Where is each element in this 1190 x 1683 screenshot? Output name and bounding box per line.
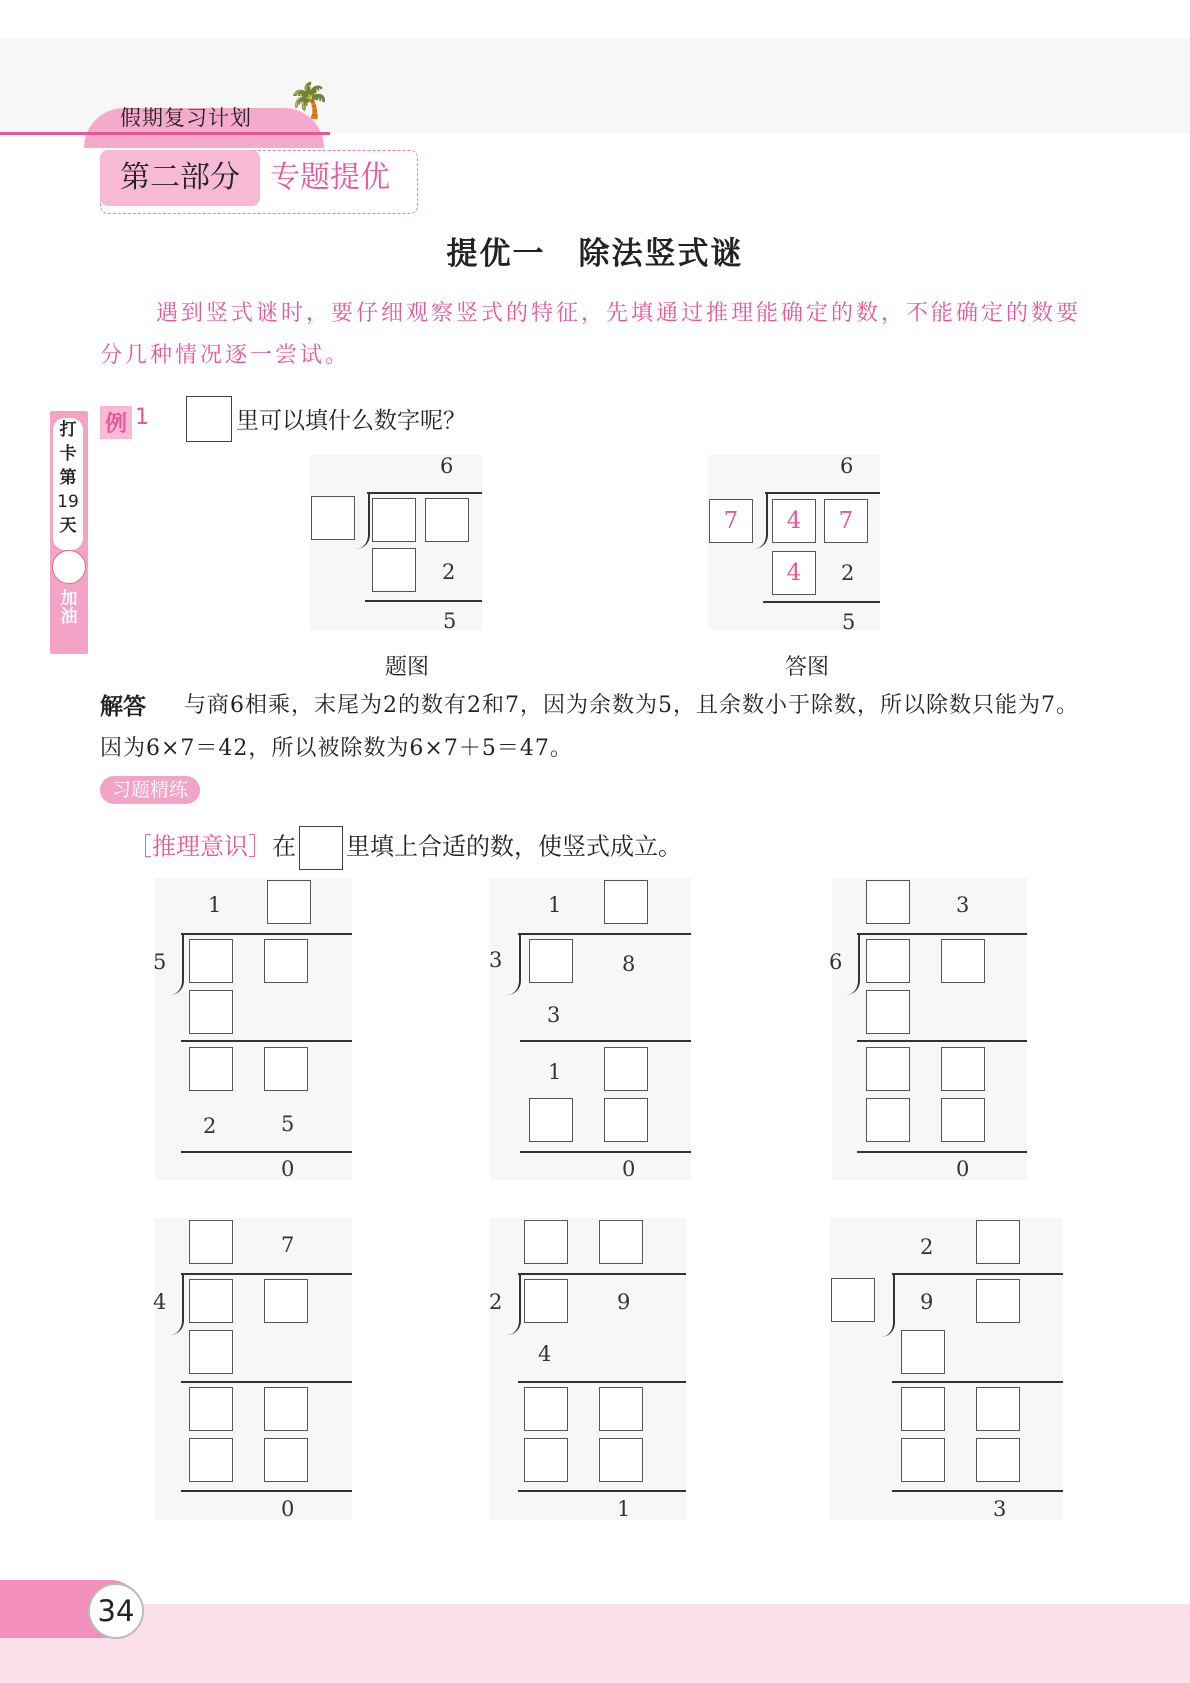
question-figure-caption: 题图 xyxy=(385,655,430,680)
subtraction-line xyxy=(763,601,880,603)
remainder1-ones-blank[interactable] xyxy=(604,1047,648,1091)
product1-blank[interactable] xyxy=(866,990,910,1034)
answer-label: 解答 xyxy=(100,688,146,721)
division-bracket xyxy=(842,935,860,995)
problem-2 xyxy=(490,878,691,1180)
dividend-tens-blank[interactable] xyxy=(189,1279,233,1323)
division-bar xyxy=(518,933,691,935)
quotient-ones-blank[interactable] xyxy=(604,880,648,924)
remainder1-tens-blank[interactable] xyxy=(866,1047,910,1091)
divisor-digit: 5 xyxy=(153,950,167,974)
quotient-ones-digit: 7 xyxy=(281,1233,295,1257)
product2-tens-blank[interactable] xyxy=(529,1098,573,1142)
header-rule xyxy=(0,132,330,135)
problem-6 xyxy=(830,1218,1063,1520)
lesson-title: 提优一 除法竖式谜 xyxy=(446,236,744,272)
product-ones-digit: 2 xyxy=(442,560,456,584)
dividend-tens-blank[interactable] xyxy=(529,939,573,983)
dividend-ones-filled: 7 xyxy=(824,499,868,543)
remainder1-tens-blank[interactable] xyxy=(189,1047,233,1091)
divisor-blank[interactable] xyxy=(831,1278,875,1322)
dividend-ones-digit: 9 xyxy=(617,1290,631,1314)
product1-blank[interactable] xyxy=(901,1330,945,1374)
problem-3 xyxy=(832,878,1027,1180)
prompt-tag: ［推理意识］ xyxy=(128,832,272,861)
checkin-char: 打 xyxy=(59,420,77,440)
practice-prompt xyxy=(128,826,682,870)
blank-box-legend xyxy=(186,396,232,442)
problem-1 xyxy=(155,878,352,1180)
dividend-tens-blank[interactable] xyxy=(372,498,416,542)
subtraction-line xyxy=(892,1490,1063,1492)
prompt-pre: 在 xyxy=(272,832,296,861)
dividend-hundreds-digit: 9 xyxy=(920,1290,934,1314)
checkin-label xyxy=(53,418,83,550)
division-bar xyxy=(367,492,482,494)
problem-4 xyxy=(155,1218,352,1520)
checkin-char: 天 xyxy=(59,516,77,536)
remainder1-ones-blank[interactable] xyxy=(599,1387,643,1431)
remainder-digit: 0 xyxy=(281,1497,295,1521)
example-question: 里可以填什么数字呢？ xyxy=(236,408,466,434)
quotient-ones-digit: 3 xyxy=(956,893,970,917)
remainder-digit: 0 xyxy=(956,1157,970,1181)
subtraction-line xyxy=(181,1040,352,1042)
quotient-ones-blank[interactable] xyxy=(599,1220,643,1264)
subtraction-line xyxy=(892,1381,1063,1383)
divisor-filled: 7 xyxy=(709,499,753,543)
division-bracket xyxy=(877,1275,895,1337)
division-bracket xyxy=(352,493,370,549)
checkin-day: 19 xyxy=(57,492,79,512)
product2-ones-digit: 5 xyxy=(281,1112,295,1136)
product2-ones-blank[interactable] xyxy=(599,1438,643,1482)
quotient-ones-blank[interactable] xyxy=(976,1220,1020,1264)
product2-ones-blank[interactable] xyxy=(604,1098,648,1142)
remainder1-tens-blank[interactable] xyxy=(901,1387,945,1431)
division-bar xyxy=(181,1273,352,1275)
quotient-ones-blank[interactable] xyxy=(267,880,311,924)
question-figure xyxy=(310,455,482,630)
remainder-digit: 1 xyxy=(617,1497,631,1521)
subtraction-line xyxy=(518,1381,686,1383)
dividend-ones-blank[interactable] xyxy=(264,1279,308,1323)
product1-blank[interactable] xyxy=(189,990,233,1034)
dividend-tens-filled: 4 xyxy=(772,499,816,543)
remainder-digit: 3 xyxy=(993,1497,1007,1521)
remainder1-ones-blank[interactable] xyxy=(976,1387,1020,1431)
remainder1-ones-blank[interactable] xyxy=(264,1387,308,1431)
palm-tree-icon: 🌴 xyxy=(288,81,331,121)
divisor-digit: 4 xyxy=(153,1290,167,1314)
divisor-digit: 2 xyxy=(489,1290,503,1314)
remainder-digit: 0 xyxy=(281,1157,295,1181)
subtraction-line xyxy=(857,1151,1027,1153)
quotient-tens-digit: 2 xyxy=(920,1235,934,1259)
subtraction-line xyxy=(520,1040,691,1042)
example-tag: 例 xyxy=(100,406,132,439)
page-number: 34 xyxy=(88,1583,144,1639)
remainder-digit: 5 xyxy=(443,609,457,633)
problem-5 xyxy=(490,1218,686,1520)
subtraction-line xyxy=(520,1151,691,1153)
product2-ones-blank[interactable] xyxy=(264,1438,308,1482)
dividend-ones-blank[interactable] xyxy=(941,939,985,983)
quotient-digit: 6 xyxy=(440,454,454,478)
product1-blank[interactable] xyxy=(189,1330,233,1374)
section-part-title: 专题提优 xyxy=(270,160,390,195)
product1-tens-digit: 3 xyxy=(547,1003,561,1027)
quotient-tens-digit: 1 xyxy=(208,893,222,917)
subtraction-line xyxy=(857,1040,1027,1042)
product2-tens-digit: 2 xyxy=(203,1114,217,1138)
product2-ones-blank[interactable] xyxy=(941,1098,985,1142)
dividend-ones-blank[interactable] xyxy=(264,939,308,983)
example-number: 1 xyxy=(135,405,149,430)
header-title: 假期复习计划 xyxy=(120,106,252,130)
subtraction-line xyxy=(518,1490,686,1492)
remainder-digit: 5 xyxy=(842,610,856,634)
product-ones-digit: 2 xyxy=(841,561,855,585)
product2-ones-blank[interactable] xyxy=(976,1438,1020,1482)
product2-tens-blank[interactable] xyxy=(189,1438,233,1482)
subtraction-line xyxy=(181,1151,352,1153)
product2-tens-blank[interactable] xyxy=(901,1438,945,1482)
division-bracket xyxy=(166,935,184,995)
practice-tag: 习题精练 xyxy=(100,776,200,804)
blank-box-legend xyxy=(299,826,343,870)
dividend-tens-blank[interactable] xyxy=(866,939,910,983)
dividend-tens-blank[interactable] xyxy=(524,1279,568,1323)
remainder1-ones-blank[interactable] xyxy=(264,1047,308,1091)
cheer-text: 加油 xyxy=(60,589,78,627)
answer-text: 与商6相乘，末尾为2的数有2和7，因为余数为5，且余数小于除数，所以除数只能为7。因为6×7＝42，所以被除数为6×7＋5＝47。 xyxy=(100,693,1079,761)
quotient-tens-blank[interactable] xyxy=(189,1220,233,1264)
division-bar xyxy=(765,492,880,494)
division-bracket xyxy=(503,1275,521,1335)
division-bar xyxy=(518,1273,686,1275)
product-tens-blank[interactable] xyxy=(372,548,416,592)
divisor-digit: 6 xyxy=(829,950,843,974)
footer-band xyxy=(0,1604,1190,1683)
quotient-tens-digit: 1 xyxy=(548,893,562,917)
remainder-digit: 0 xyxy=(622,1157,636,1181)
quotient-digit: 6 xyxy=(840,454,854,478)
dividend-ones-digit: 8 xyxy=(622,952,636,976)
answer-figure-caption: 答图 xyxy=(785,655,830,680)
product1-tens-digit: 4 xyxy=(538,1342,552,1366)
product2-tens-blank[interactable] xyxy=(866,1098,910,1142)
dividend-ones-blank[interactable] xyxy=(976,1279,1020,1323)
division-bar xyxy=(892,1273,1063,1275)
dividend-ones-blank[interactable] xyxy=(425,498,469,542)
subtraction-line xyxy=(181,1490,352,1492)
checkin-char: 第 xyxy=(59,468,77,488)
section-part-label: 第二部分 xyxy=(100,150,260,206)
product-tens-filled: 4 xyxy=(772,551,816,595)
remainder1-tens-digit: 1 xyxy=(548,1060,562,1084)
checkin-circle[interactable] xyxy=(52,550,86,584)
subtraction-line xyxy=(365,600,482,602)
quotient-tens-blank[interactable] xyxy=(524,1220,568,1264)
intro-paragraph: 遇到竖式谜时，要仔细观察竖式的特征，先填通过推理能确定的数，不能确定的数要分几种情况逐一尝试。 xyxy=(100,301,1082,368)
remainder1-ones-blank[interactable] xyxy=(941,1047,985,1091)
subtraction-line xyxy=(181,1381,352,1383)
quotient-tens-blank[interactable] xyxy=(866,880,910,924)
division-bracket xyxy=(750,493,768,549)
prompt-post: 里填上合适的数，使竖式成立。 xyxy=(346,832,682,861)
division-bracket xyxy=(503,935,521,995)
divisor-blank[interactable] xyxy=(311,496,355,540)
divisor-digit: 3 xyxy=(489,948,503,972)
division-bracket xyxy=(166,1275,184,1335)
checkin-char: 卡 xyxy=(59,444,77,464)
remainder1-tens-blank[interactable] xyxy=(189,1387,233,1431)
product2-tens-blank[interactable] xyxy=(524,1438,568,1482)
remainder1-tens-blank[interactable] xyxy=(524,1387,568,1431)
dividend-tens-blank[interactable] xyxy=(189,939,233,983)
division-bar xyxy=(181,933,352,935)
division-bar xyxy=(857,933,1027,935)
